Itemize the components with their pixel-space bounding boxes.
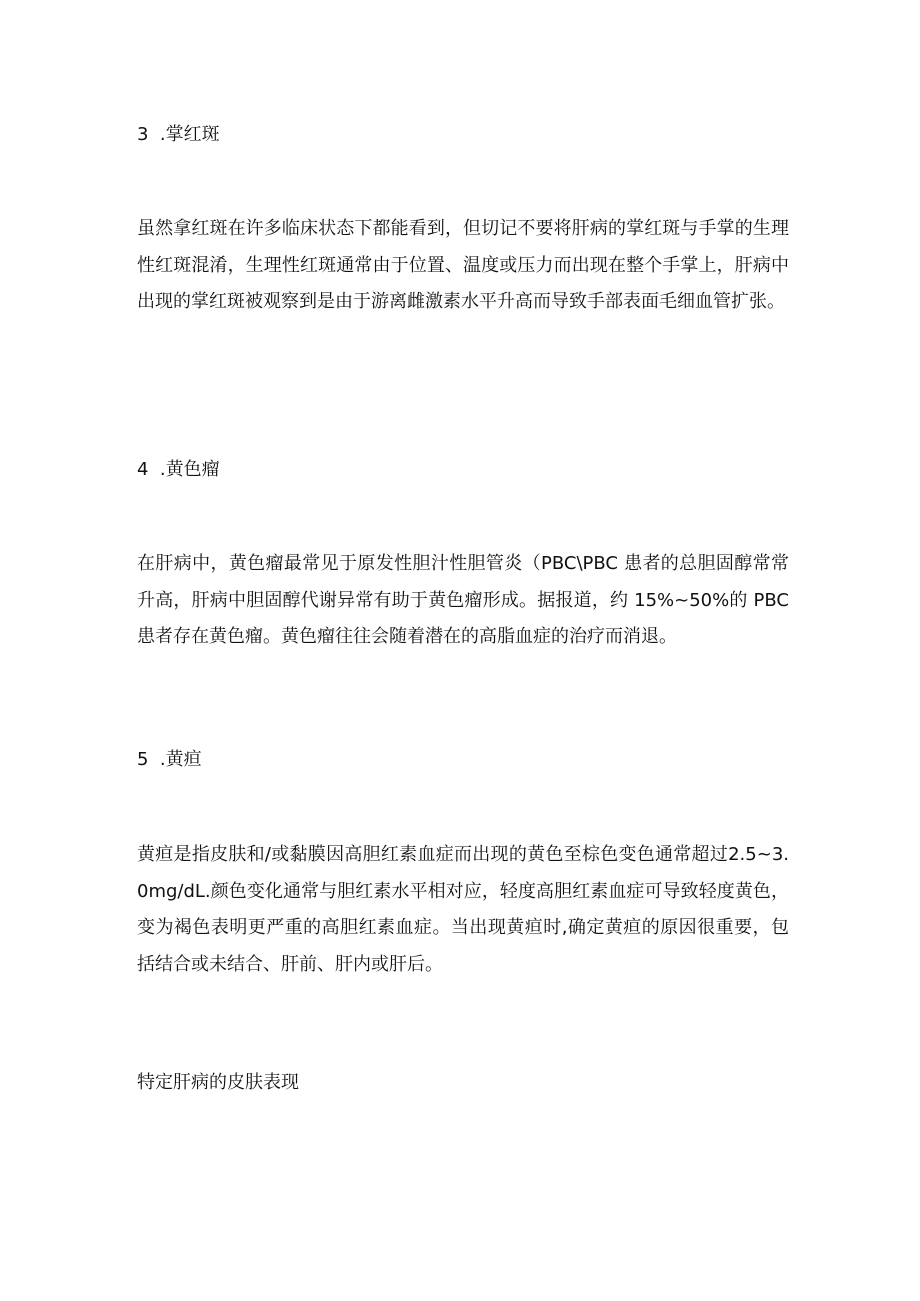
section-3-body: 虽然拿红斑在许多临床状态下都能看到，但切记不要将肝病的掌红斑与手掌的生理性红斑混淆，生理性红斑通常由于位置、温度或压力而出现在整个手掌上，肝病中出现的掌红斑被观察到是由于游离雌激素水平升高而导致手部表面毛细血管扩张。 — [137, 218, 789, 313]
section-5-heading: 5 .黄疸 — [137, 749, 202, 770]
section-5-body: 黄疸是指皮肤和/或黏膜因高胆红素血症而出现的黄色至棕色变色通常超过2.5~3.0mg∕dL.颜色变化通常与胆红素水平相对应，轻度高胆红素血症可导致轻度黄色，变为褐色表明更严重的高胆红素血症。当出现黄疸时,确定黄疸的原因很重要，包括结合或未结合、肝前、肝内或肝后。 — [137, 844, 789, 975]
section-4-body: 在肝病中，黄色瘤最常见于原发性胆汁性胆管炎（PBC\PBC 患者的总胆固醇常常升高，肝病中胆固醇代谢异常有助于黄色瘤形成。据报道，约 15%~50%的 PBC 患者存在黄色瘤。黄色瘤往往会随着潜在的高脂血症的治疗而消退。 — [137, 553, 789, 648]
closing-heading: 特定肝病的皮肤表现 — [137, 1072, 299, 1093]
section-3-heading: 3 .掌红斑 — [137, 124, 220, 145]
section-4-heading: 4 .黄色瘤 — [137, 459, 220, 480]
